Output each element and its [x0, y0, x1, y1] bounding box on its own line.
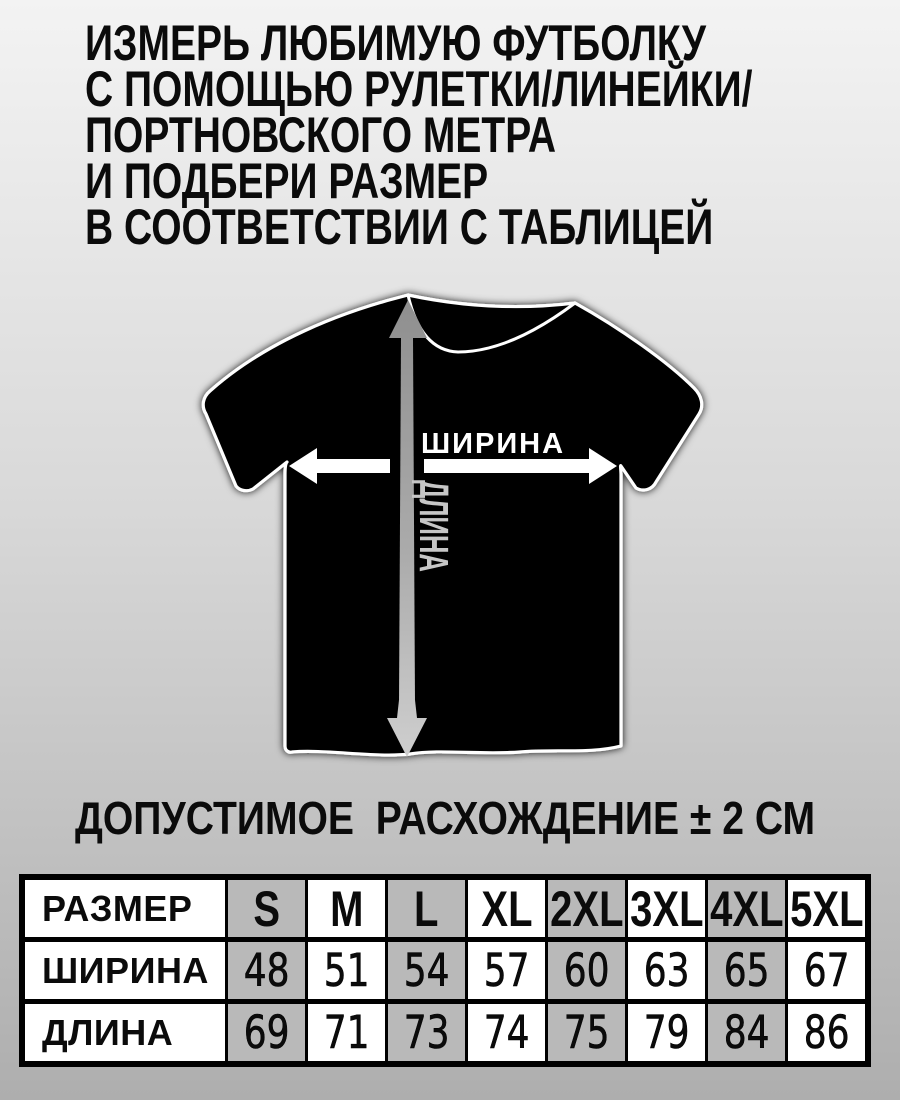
width-m: 51 [305, 937, 385, 999]
length-2xl: 75 [545, 999, 625, 1061]
length-l: 73 [385, 999, 465, 1061]
length-s: 69 [225, 999, 305, 1061]
length-label: ДЛИНА [411, 480, 457, 627]
width-3xl: 63 [625, 937, 705, 999]
size-table [19, 874, 871, 1067]
length-5xl: 86 [785, 999, 865, 1061]
instruction-line-2: С ПОМОЩЬЮ РУЛЕТКИ/ЛИНЕЙКИ/ [85, 61, 753, 117]
width-5xl: 67 [785, 937, 865, 999]
width-l: 54 [385, 937, 465, 999]
size-col-xl: XL [465, 880, 545, 937]
width-4xl: 65 [705, 937, 785, 999]
width-s: 48 [225, 937, 305, 999]
instruction-line-5: В СООТВЕТСТВИИ С ТАБЛИЦЕЙ [85, 199, 714, 255]
length-4xl: 84 [705, 999, 785, 1061]
width-label: ШИРИНА [421, 428, 566, 460]
instruction-header [85, 15, 900, 255]
instruction-line-3: ПОРТНОВСКОГО МЕТРА [85, 107, 557, 163]
tshirt-diagram-svg [160, 275, 740, 785]
instruction-line-1: ИЗМЕРЬ ЛЮБИМУЮ ФУТБОЛКУ [85, 15, 706, 71]
size-table-row-header-length: ДЛИНА [25, 999, 225, 1061]
size-col-l: L [385, 880, 465, 937]
allowance-note: ДОПУСТИМОЕ РАСХОЖДЕНИЕ ± 2 СМ [75, 792, 816, 844]
width-xl: 57 [465, 937, 545, 999]
size-col-3xl: 3XL [625, 880, 705, 937]
size-table-row-header-size: РАЗМЕР [25, 880, 225, 937]
length-m: 71 [305, 999, 385, 1061]
size-col-m: M [305, 880, 385, 937]
size-table-row-header-width: ШИРИНА [25, 937, 225, 999]
size-col-s: S [225, 880, 305, 937]
instruction-line-4: И ПОДБЕРИ РАЗМЕР [85, 153, 489, 209]
length-xl: 74 [465, 999, 545, 1061]
tshirt-measurement-diagram [160, 275, 740, 785]
size-col-4xl: 4XL [705, 880, 785, 937]
width-2xl: 60 [545, 937, 625, 999]
size-col-2xl: 2XL [545, 880, 625, 937]
size-col-5xl: 5XL [785, 880, 865, 937]
length-3xl: 79 [625, 999, 705, 1061]
